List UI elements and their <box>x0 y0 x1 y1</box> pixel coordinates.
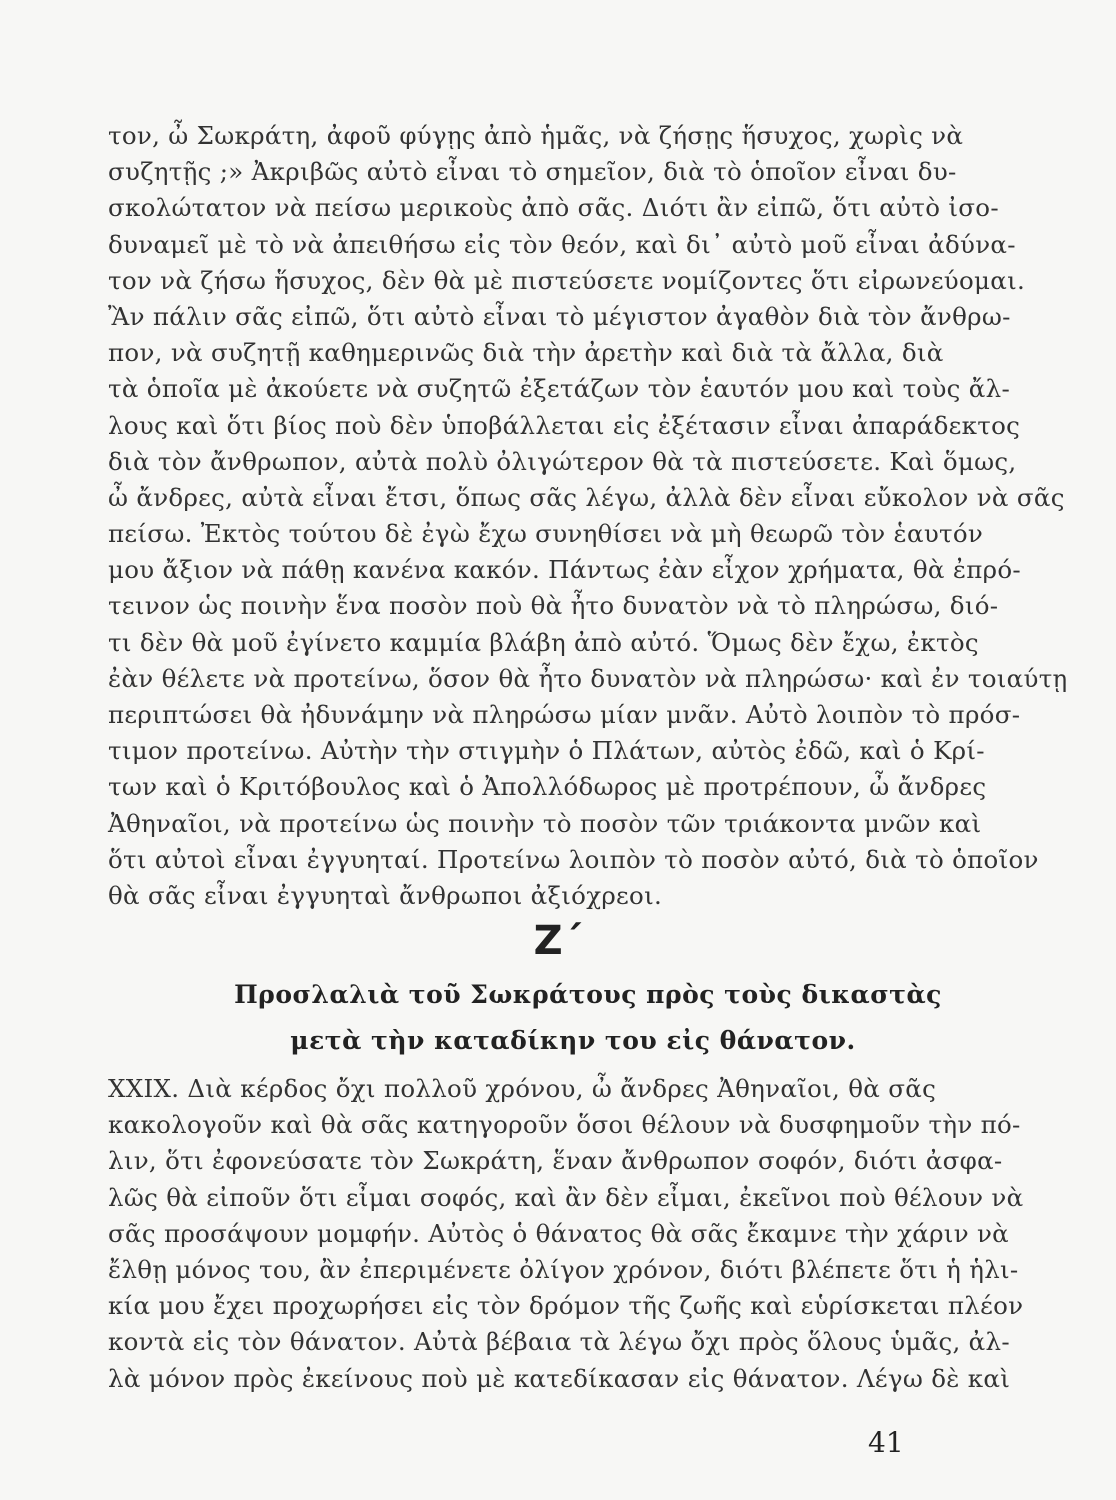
text-line: δυναμεῖ μὲ τὸ νὰ ἀπειθήσω εἰς τὸν θεόν, καὶ δι᾽ αὐτὸ μοῦ εἶναι ἀδύνα- <box>108 229 1016 259</box>
text-line: συζητῇς ;» Ἀκριβῶς αὐτὸ εἶναι τὸ σημεῖον, διὰ τὸ ὁποῖον εἶναι δυ- <box>108 157 957 187</box>
paragraph-1 <box>108 118 1068 914</box>
text-line: σκολώτατον νὰ πείσω μερικοὺς ἀπὸ σᾶς. Διότι ἂν εἰπῶ, ὅτι αὐτὸ ἰσο- <box>108 193 999 223</box>
chapter-number: Ζ΄ <box>533 918 583 964</box>
text-line: πείσω. Ἐκτὸς τούτου δὲ ἐγὼ ἔχω συνηθίσει νὰ μὴ θεωρῶ τὸν ἑαυτόν <box>108 519 984 549</box>
text-line: μου ἄξιον νὰ πάθῃ κανένα κακόν. Πάντως ἐὰν εἶχον χρήματα, θὰ ἐπρό- <box>108 555 1022 585</box>
text-line: τιμον προτείνω. Αὐτὴν τὴν στιγμὴν ὁ Πλάτων, αὐτὸς ἐδῶ, καὶ ὁ Κρί- <box>108 736 985 766</box>
text-line: τον, ὦ Σωκράτη, ἀφοῦ φύγῃς ἀπὸ ἡμᾶς, νὰ ζήσῃς ἥσυχος, χωρὶς νὰ <box>108 121 964 150</box>
text-line: τεινον ὡς ποινὴν ἕνα ποσὸν ποὺ θὰ ἦτο δυνατὸν νὰ τὸ πληρώσω, διό- <box>108 591 999 621</box>
text-line: κακολογοῦν καὶ θὰ σᾶς κατηγοροῦν ὅσοι θέλουν νὰ δυσφημοῦν τὴν πό- <box>108 1110 1021 1140</box>
text-line: λους καὶ ὅτι βίος ποὺ δὲν ὑποβάλλεται εἰς ἐξέτασιν εἶναι ἀπαράδεκτος <box>108 410 1021 440</box>
text-line: τι δὲν θὰ μοῦ ἐγίνετο καμμία βλάβη ἀπὸ αὐτό. Ὅμως δὲν ἔχω, ἐκτὸς <box>108 627 979 657</box>
chapter-heading-line-2: μετὰ τὴν καταδίκην του εἰς θάνατον. <box>290 1026 856 1055</box>
text-line: λὰ μόνον πρὸς ἐκείνους ποὺ μὲ κατεδίκασαν εἰς θάνατον. Λέγω δὲ καὶ <box>108 1363 1011 1393</box>
text-line: λῶς θὰ εἰποῦν ὅτι εἶμαι σοφός, καὶ ἂν δὲν εἶμαι, ἐκεῖνοι ποὺ θέλουν νὰ <box>108 1182 1024 1212</box>
text-line: ἐὰν θέλετε νὰ προτείνω, ὅσον θὰ ἦτο δυνατὸν νὰ πληρώσω· καὶ ἐν τοιαύτῃ <box>108 663 1068 693</box>
text-line: λιν, ὅτι ἐφονεύσατε τὸν Σωκράτη, ἕναν ἄνθρωπον σοφόν, διότι ἀσφα- <box>108 1146 1003 1176</box>
text-line: περιπτώσει θὰ ἠδυνάμην νὰ πληρώσω μίαν μνᾶν. Αὐτὸ λοιπὸν τὸ πρόσ- <box>108 700 1021 729</box>
text-line: πον, νὰ συζητῇ καθημερινῶς διὰ τὴν ἀρετὴν καὶ διὰ τὰ ἄλλα, διὰ <box>108 338 944 368</box>
text-line: ἔλθῃ μόνος του, ἂν ἐπεριμένετε ὀλίγον χρόνον, διότι βλέπετε ὅτι ἡ ἡλι- <box>108 1254 1019 1284</box>
text-line: Ἂν πάλιν σᾶς εἰπῶ, ὅτι αὐτὸ εἶναι τὸ μέγιστον ἀγαθὸν διὰ τὸν ἄνθρω- <box>108 301 1011 331</box>
text-line: σᾶς προσάψουν μομφήν. Αὐτὸς ὁ θάνατος θὰ σᾶς ἔκαμνε τὴν χάριν νὰ <box>108 1218 1010 1248</box>
text-line: ὦ ἄνδρες, αὐτὰ εἶναι ἔτσι, ὅπως σᾶς λέγω, ἀλλὰ δὲν εἶναι εὔκολον νὰ σᾶς <box>108 482 1065 512</box>
text-line: XXIX. Διὰ κέρδος ὄχι πολλοῦ χρόνου, ὦ ἄνδρες Ἀθηναῖοι, θὰ σᾶς <box>108 1074 937 1103</box>
text-line: τον νὰ ζήσω ἥσυχος, δὲν θὰ μὲ πιστεύσετε νομίζοντες ὅτι εἰρωνεύομαι. <box>108 265 1026 295</box>
paragraph-2 <box>108 1071 1024 1397</box>
text-line: τὰ ὁποῖα μὲ ἀκούετε νὰ συζητῶ ἐξετάζων τὸν ἑαυτόν μου καὶ τοὺς ἄλ- <box>108 374 1011 404</box>
text-line: ὅτι αὐτοὶ εἶναι ἐγγυηταί. Προτείνω λοιπὸν τὸ ποσὸν αὐτό, διὰ τὸ ὁποῖον <box>108 844 1039 874</box>
chapter-heading-line-1: Προσλαλιὰ τοῦ Σωκράτους πρὸς τοὺς δικαστὰς <box>234 980 942 1009</box>
text-line: θὰ σᾶς εἶναι ἐγγυηταὶ ἄνθρωποι ἀξιόχρεοι. <box>108 880 663 910</box>
text-line: Ἀθηναῖοι, νὰ προτείνω ὡς ποινὴν τὸ ποσὸν τῶν τριάκοντα μνῶν καὶ <box>108 808 982 838</box>
text-line: κία μου ἔχει προχωρήσει εἰς τὸν δρόμον τῆς ζωῆς καὶ εὑρίσκεται πλέον <box>108 1291 1024 1321</box>
text-line: των καὶ ὁ Κριτόβουλος καὶ ὁ Ἀπολλόδωρος μὲ προτρέπουν, ὦ ἄνδρες <box>108 772 987 802</box>
text-line: κοντὰ εἰς τὸν θάνατον. Αὐτὰ βέβαια τὰ λέγω ὄχι πρὸς ὅλους ὑμᾶς, ἀλ- <box>108 1327 1010 1357</box>
text-line: διὰ τὸν ἄνθρωπον, αὐτὰ πολὺ ὀλιγώτερον θὰ τὰ πιστεύσετε. Καὶ ὅμως, <box>108 446 1017 476</box>
page-number: 41 <box>868 1426 904 1459</box>
